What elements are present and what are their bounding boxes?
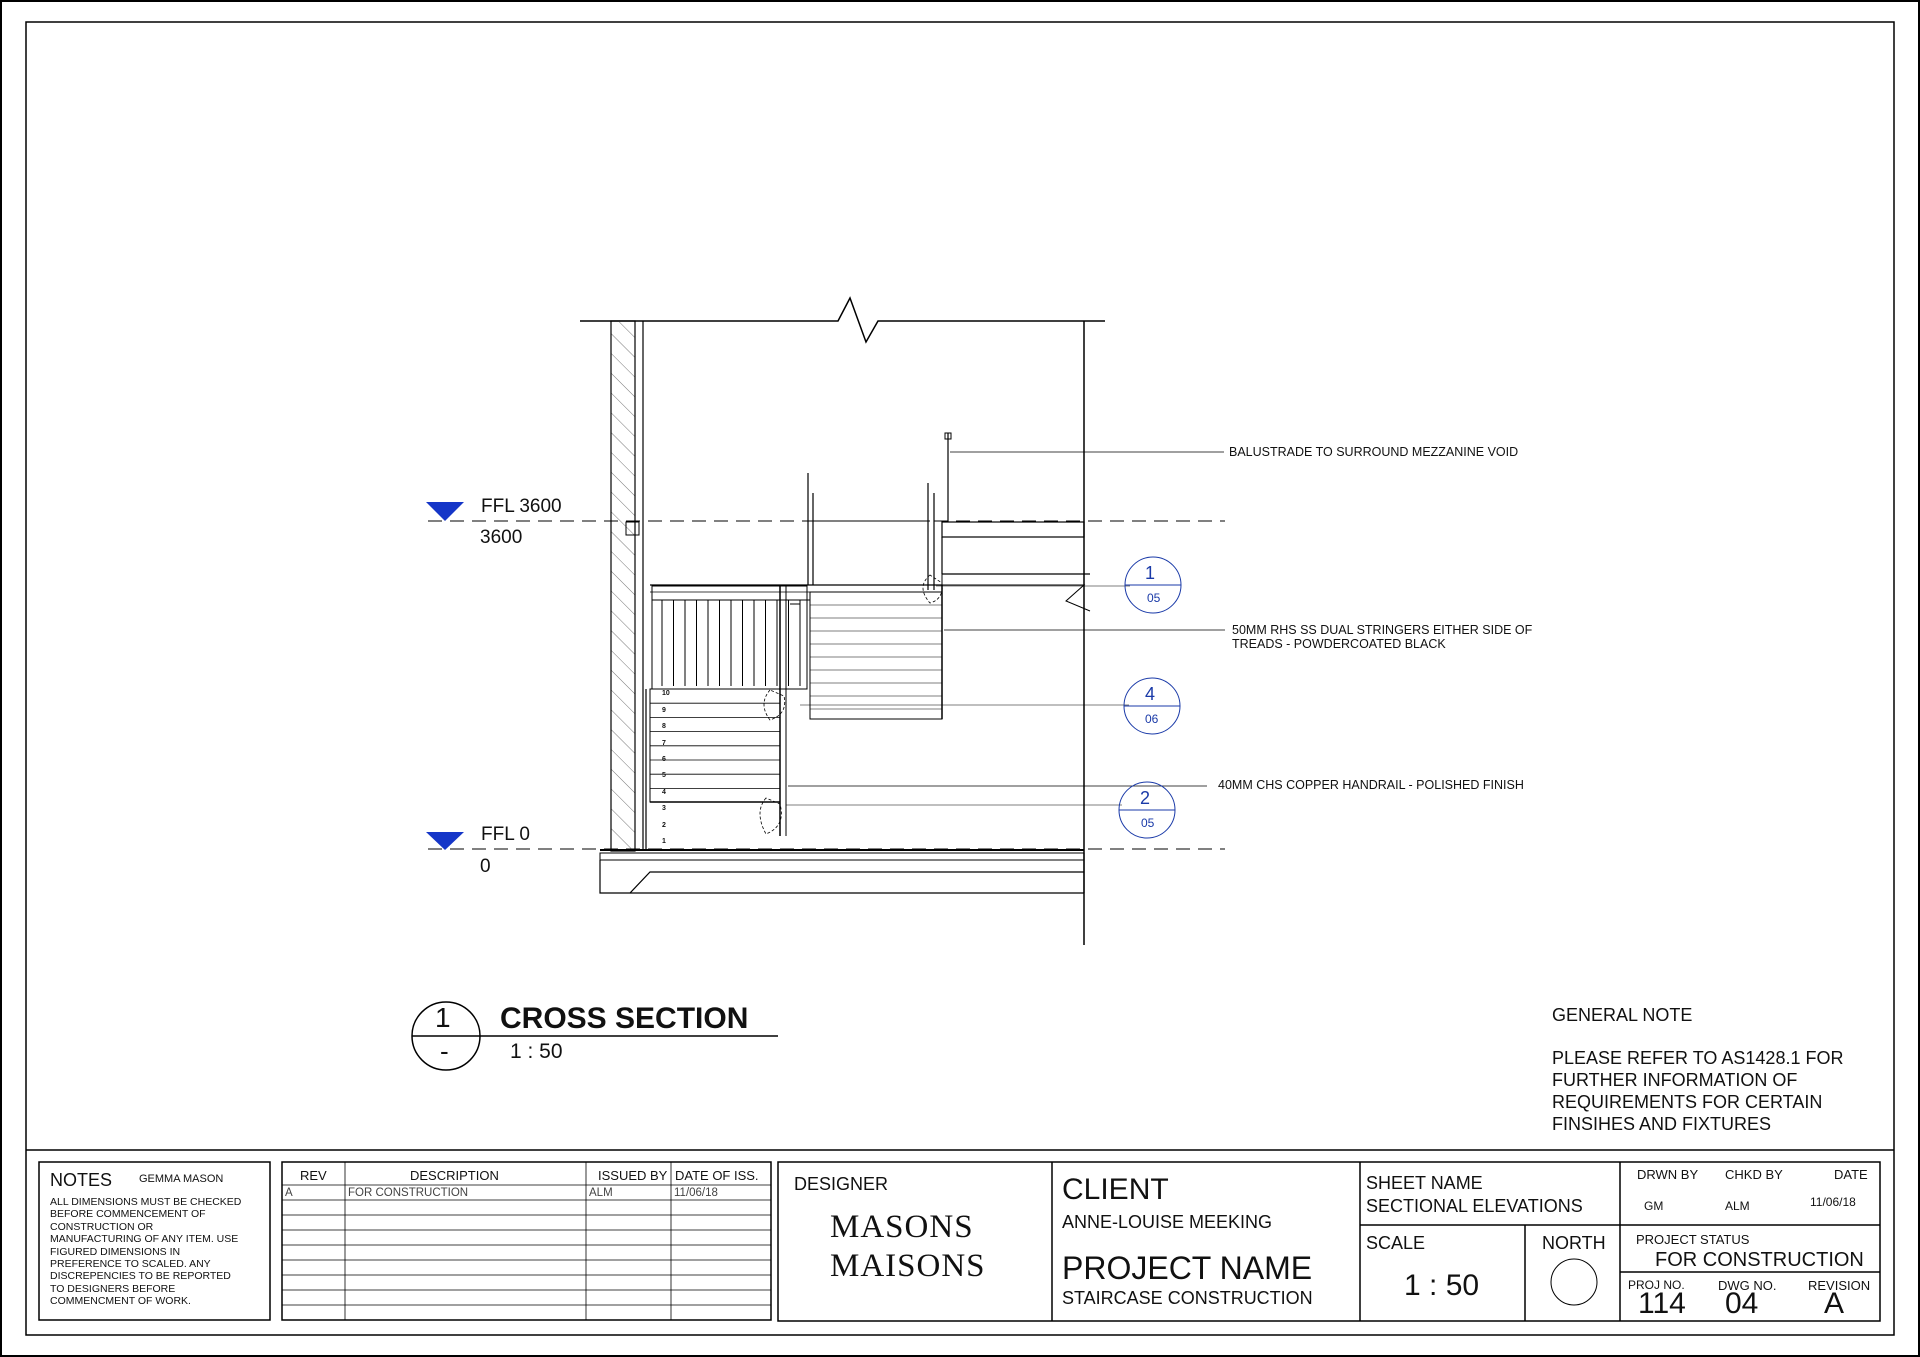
annotation-handrail: 40MM CHS COPPER HANDRAIL - POLISHED FINISH (1218, 778, 1524, 792)
callout-1-number: 1 (1145, 563, 1156, 583)
notes-line: PREFERENCE TO SCALED. ANY (50, 1258, 211, 1270)
rev-header-date: DATE OF ISS. (675, 1168, 759, 1183)
stair-step-number: 4 (662, 788, 666, 796)
stair-step-number: 3 (662, 805, 666, 813)
rev-header-description: DESCRIPTION (410, 1168, 499, 1183)
level-value-0: 0 (480, 856, 491, 877)
callout-2-number: 2 (1140, 788, 1151, 808)
stair-step-number: 8 (662, 723, 666, 731)
rev-row-rev: A (285, 1187, 293, 1199)
callout-1-sheet: 05 (1147, 591, 1161, 605)
stair-step-number: 7 (662, 739, 666, 747)
notes-heading: NOTES (50, 1170, 113, 1190)
level-label-3600: FFL 3600 (481, 496, 562, 517)
notes-line: CONSTRUCTION OR (50, 1220, 154, 1233)
stair-step-number: 1 (662, 838, 666, 845)
rev-row-description: FOR CONSTRUCTION (348, 1187, 469, 1199)
chkd-by-label: CHKD BY (1725, 1167, 1783, 1182)
view-scale: 1 : 50 (510, 1040, 563, 1063)
callout-2-sheet: 05 (1141, 816, 1155, 830)
view-title: CROSS SECTION (500, 1002, 749, 1035)
callout-4-number: 4 (1145, 684, 1156, 704)
client-label: CLIENT (1062, 1173, 1169, 1206)
proj-no-value: 114 (1638, 1287, 1686, 1320)
callout-4-sheet: 06 (1145, 712, 1159, 726)
notes-line: COMMENCMENT OF WORK. (50, 1295, 191, 1308)
date-label: DATE (1834, 1167, 1868, 1182)
designer-logo-line2: MAISONS (830, 1248, 986, 1284)
sheet-label: SHEET NAME (1366, 1173, 1483, 1193)
view-number: 1 (435, 1002, 451, 1033)
rev-header-issued-by: ISSUED BY (598, 1168, 668, 1183)
north-label: NORTH (1542, 1233, 1606, 1253)
notes-line: MANUFACTURING OF ANY ITEM. USE (50, 1233, 239, 1246)
revision-value: A (1824, 1287, 1845, 1320)
view-sheet-ref: - (440, 1036, 449, 1066)
designer-logo-line1: MASONS (830, 1209, 974, 1245)
notes-author: GEMMA MASON (139, 1173, 224, 1185)
date-value: 11/06/18 (1810, 1195, 1856, 1209)
general-note-heading: GENERAL NOTE (1552, 1005, 1693, 1025)
client-name: ANNE-LOUISE MEEKING (1062, 1212, 1273, 1232)
proj-no-label: PROJ NO. (1628, 1278, 1685, 1292)
stair-step-number: 5 (662, 772, 666, 780)
notes-line: FIGURED DIMENSIONS IN (50, 1245, 181, 1258)
notes-line: TO DESIGNERS BEFORE (50, 1282, 176, 1295)
general-note-line-3: REQUIREMENTS FOR CERTAIN (1552, 1092, 1823, 1112)
rev-header-rev: REV (300, 1168, 327, 1183)
annotation-stringers-line2: TREADS - POWDERCOATED BLACK (1232, 637, 1446, 651)
stair-step-number: 2 (662, 821, 666, 829)
scale-label: SCALE (1366, 1233, 1426, 1253)
scale-value: 1 : 50 (1404, 1269, 1480, 1302)
sheet-name: SECTIONAL ELEVATIONS (1366, 1196, 1583, 1216)
general-note-line-4: FINSIHES AND FIXTURES (1552, 1114, 1772, 1134)
notes-line: ALL DIMENSIONS MUST BE CHECKED (50, 1196, 242, 1208)
general-note-line-2: FURTHER INFORMATION OF (1552, 1070, 1798, 1090)
project-label: PROJECT NAME (1062, 1250, 1313, 1286)
dwg-no-label: DWG NO. (1718, 1278, 1777, 1293)
drwn-by-label: DRWN BY (1637, 1167, 1699, 1182)
stair-step-number: 9 (662, 706, 666, 714)
general-note-line-1: PLEASE REFER TO AS1428.1 FOR (1552, 1048, 1844, 1068)
annotation-stringers-line1: 50MM RHS SS DUAL STRINGERS EITHER SIDE OF (1232, 623, 1533, 637)
stair-step-number: 6 (662, 756, 666, 763)
revision-label: REVISION (1808, 1278, 1871, 1293)
stair-step-number: 10 (662, 690, 670, 698)
project-name: STAIRCASE CONSTRUCTION (1062, 1288, 1313, 1308)
drwn-by-value: GM (1644, 1199, 1664, 1213)
notes-line: BEFORE COMMENCEMENT OF (50, 1208, 206, 1221)
level-label-0: FFL 0 (481, 824, 530, 845)
annotation-balustrade: BALUSTRADE TO SURROUND MEZZANINE VOID (1229, 445, 1519, 459)
project-status-value: FOR CONSTRUCTION (1655, 1249, 1864, 1271)
dwg-no-value: 04 (1725, 1287, 1759, 1320)
project-status-label: PROJECT STATUS (1636, 1232, 1750, 1247)
chkd-by-value: ALM (1725, 1199, 1750, 1213)
notes-line: DISCREPENCIES TO BE REPORTED (50, 1270, 231, 1283)
designer-label: DESIGNER (794, 1174, 889, 1194)
rev-row-date: 11/06/18 (674, 1187, 718, 1199)
rev-row-issued-by: ALM (589, 1187, 613, 1199)
level-value-3600: 3600 (480, 527, 523, 548)
